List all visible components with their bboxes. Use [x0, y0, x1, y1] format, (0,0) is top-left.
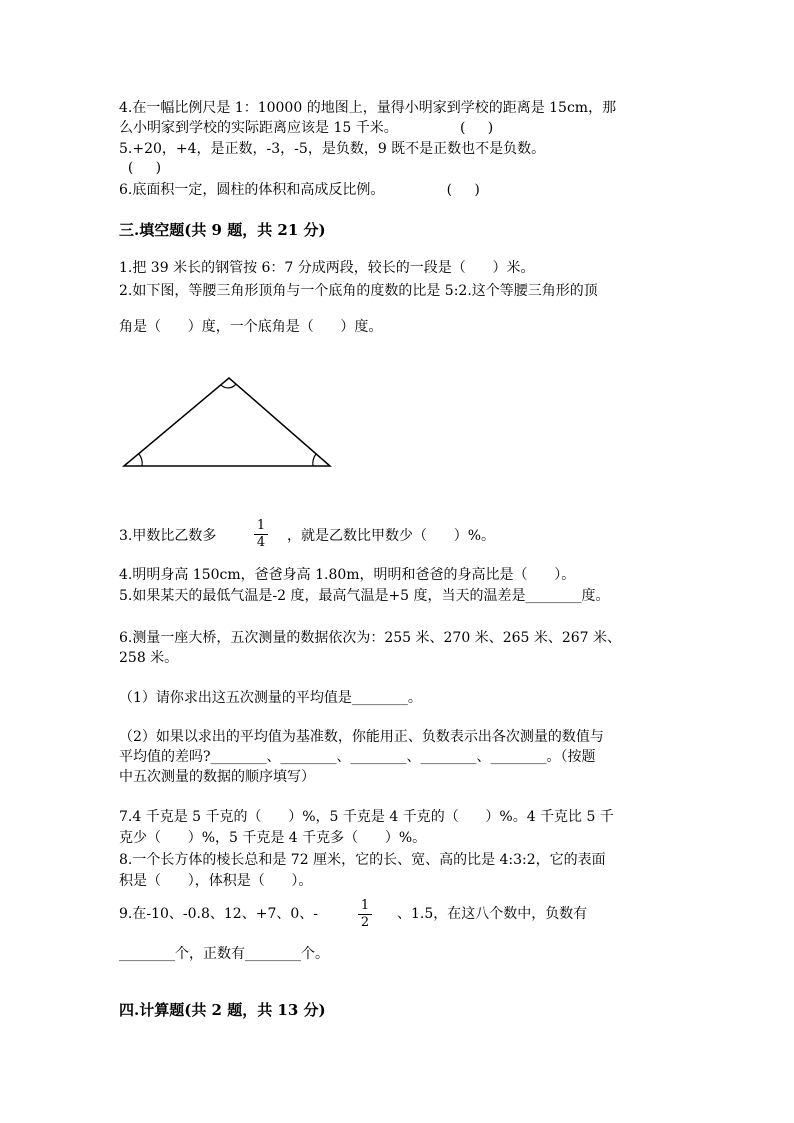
fill-q5: 5.如果某天的最低气温是-2 度，最高气温是+5 度，当天的温差是________度。 — [119, 588, 610, 604]
fraction-numerator: 1 — [256, 518, 266, 533]
fraction-numerator: 1 — [360, 898, 370, 913]
fraction-one-half — [358, 899, 372, 930]
fill-q6-sub2-line2: 平均值的差吗?________、________、________、________、________。（按题 — [119, 749, 596, 765]
isosceles-triangle-figure — [118, 372, 338, 472]
tf-q4-line2: 么小明家到学校的实际距离应该是 15 千米。 ( ) — [119, 120, 494, 136]
fill-q9-after: 、1.5，在这八个数中，负数有 — [397, 906, 588, 922]
fill-q9-line2: ________个，正数有________个。 — [119, 946, 329, 962]
fill-q6-sub2-line3: 中五次测量的数据的顺序填写） — [119, 769, 315, 785]
fill-q3-after: ，就是乙数比甲数少（ ）%。 — [287, 528, 496, 544]
fill-q8-line1: 8.一个长方体的棱长总和是 72 厘米，它的长、宽、高的比是 4:3:2，它的表面 — [119, 852, 606, 868]
tf-q6-line1: 6.底面积一定，圆柱的体积和高成反比例。 ( ) — [119, 182, 480, 198]
fill-q6-line2: 258 米。 — [119, 650, 179, 666]
fill-q9-before: 9.在-10、-0.8、12、+7、0、- — [119, 906, 318, 922]
fill-q2-line1: 2.如下图，等腰三角形顶角与一个底角的度数的比是 5:2.这个等腰三角形的顶 — [119, 283, 598, 299]
fill-q7-line1: 7.4 千克是 5 千克的（ ）%，5 千克是 4 千克的（ ）%。4 千克比 5 千 — [119, 809, 614, 825]
fill-q6-sub1: （1）请你求出这五次测量的平均值是________。 — [119, 690, 422, 706]
fraction-denominator: 2 — [360, 915, 370, 930]
tf-q5-line2: ( ) — [119, 160, 162, 176]
fill-q8-line2: 积是（ ），体积是（ ）。 — [119, 873, 313, 889]
tf-q4-line1: 4.在一幅比例尺是 1：10000 的地图上，量得小明家到学校的距离是 15cm，那 — [119, 100, 617, 116]
tf-q5-line1: 5.+20，+4，是正数，-3，-5，是负数，9 既不是正数也不是负数。 — [119, 141, 546, 157]
fill-q6-sub2-line1: （2）如果以求出的平均值为基准数，你能用正、负数表示出各次测量的数值与 — [119, 729, 604, 745]
fraction-one-quarter — [254, 519, 268, 550]
fill-q2-line2: 角是（ ）度，一个底角是（ ）度。 — [119, 319, 383, 335]
section-heading-fill-blank: 三.填空题(共 9 题，共 21 分) — [119, 221, 326, 239]
fill-q4: 4.明明身高 150cm，爸爸身高 1.80m，明明和爸爸的身高比是（ ）。 — [119, 567, 576, 583]
fill-q3-before: 3.甲数比乙数多 — [119, 528, 217, 544]
fraction-denominator: 4 — [256, 535, 266, 550]
fill-q6-line1: 6.测量一座大桥，五次测量的数据依次为：255 米、270 米、265 米、267 米、 — [119, 630, 622, 646]
fill-q1: 1.把 39 米长的钢管按 6：7 分成两段，较长的一段是（ ）米。 — [119, 260, 535, 276]
fill-q7-line2: 克少（ ）%，5 千克是 4 千克多（ ）%。 — [119, 830, 427, 846]
section-heading-calculation: 四.计算题(共 2 题，共 13 分) — [119, 1001, 326, 1019]
